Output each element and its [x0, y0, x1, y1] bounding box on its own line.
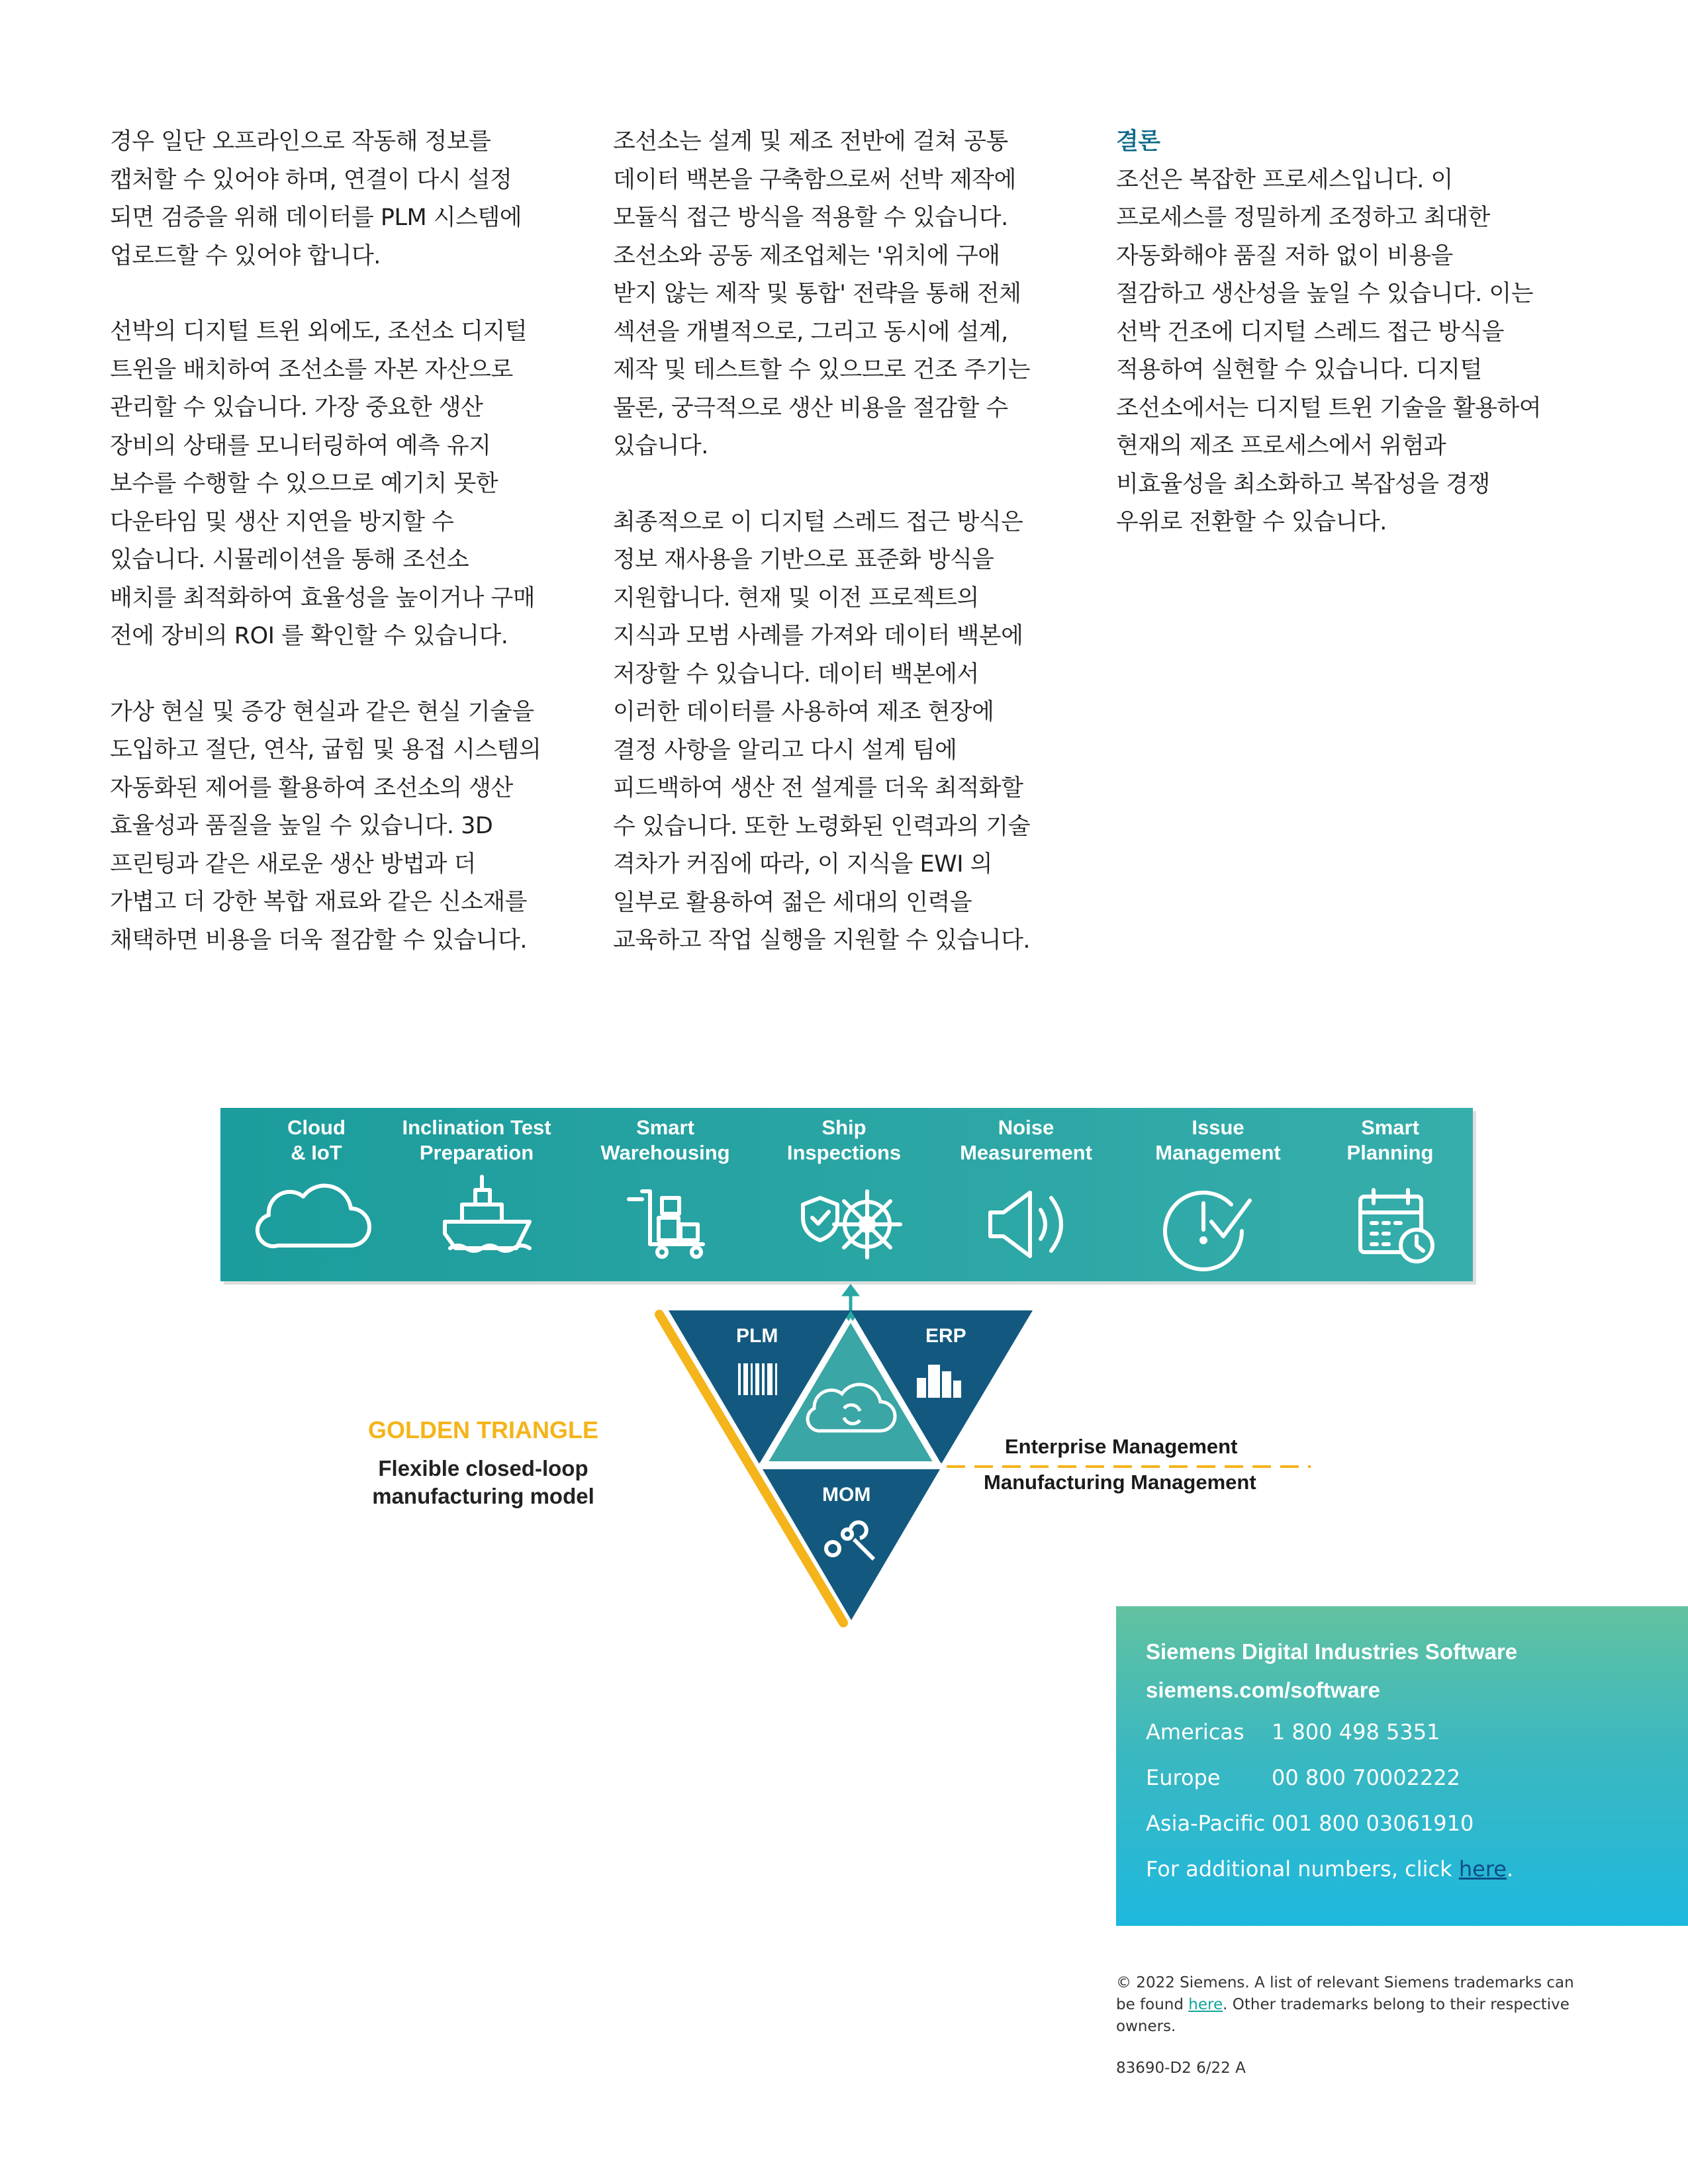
- additional-numbers-text: For additional numbers, click: [1146, 1856, 1459, 1882]
- mom-label: MOM: [822, 1484, 871, 1506]
- banner-label-inspections: Ship Inspections: [786, 1116, 902, 1164]
- col1-paragraph-2: 선박의 디지털 트윈 외에도, 조선소 디지털 트윈을 배치하여 조선소를 자본 자산으로 관리할 수 있습니다. 가장 중요한 생산 장비의 상태를 모니터링하여 예측 유지 보수를 수행할 수 있으므로 예기치 못한 다운타임 및 생산 지연을 방지할 수 있습니다. 시뮬레이션을 통해 조선소 배치를 최적화하여 효율성을 높이거나 구매 전에 장비의 ROI 를 확인할 수 있습니다.: [110, 318, 536, 649]
- copyright-notice: [1116, 1972, 1593, 2038]
- golden-triangle-diagram: [199, 1092, 1489, 1655]
- text-column-3: [1116, 123, 1593, 580]
- banner-label-noise: Noise Measurement: [960, 1116, 1092, 1164]
- enterprise-management-label: Enterprise Management: [1005, 1435, 1238, 1458]
- phone-number: 001 800 03061910: [1272, 1811, 1474, 1836]
- contact-box: [1116, 1606, 1688, 1926]
- barcode-icon: [738, 1363, 777, 1395]
- col3-paragraph-1: 조선은 복잡한 프로세스입니다. 이 프로세스를 정밀하게 조정하고 최대한 자동화해야 품질 저하 없이 비용을 절감하고 생산성을 높일 수 있습니다. 이는 선박 건조에 디지털 스레드 접근 방식을 적용하여 실현할 수 있습니다. 디지털 조선소에서는 디지털 트윈 기술을 활용하여 현재의 제조 프로세스에서 위험과 비효율성을 최소화하고 복잡성을 경쟁 우위로 전환할 수 있습니다.: [1116, 166, 1542, 535]
- text-column-1: [110, 123, 586, 997]
- diagram-graphics: [199, 1092, 1489, 1655]
- col1-paragraph-1: 경우 일단 오프라인으로 작동해 정보를 캡처할 수 있어야 하며, 연결이 다시 설정 되면 검증을 위해 데이터를 PLM 시스템에 업로드할 수 있어야 합니다.: [110, 128, 522, 269]
- erp-label: ERP: [925, 1325, 966, 1347]
- banner-label-cloud-iot: Cloud & IoT: [287, 1116, 346, 1164]
- banner-label-warehousing: Smart Warehousing: [600, 1116, 730, 1164]
- copyright-suffix: . Other trademarks belong to their respective owners.: [1116, 1996, 1570, 2035]
- document-code: 83690-D2 6/22 A: [1116, 2060, 1246, 2077]
- region-label: Europe: [1146, 1765, 1221, 1790]
- trademarks-link[interactable]: here: [1188, 1996, 1223, 2013]
- text-column-2: [613, 123, 1090, 998]
- additional-numbers-link[interactable]: here: [1458, 1856, 1507, 1882]
- banner-label-planning: Smart Planning: [1346, 1116, 1434, 1164]
- col1-paragraph-3: 가상 현실 및 증강 현실과 같은 현실 기술을 도입하고 절단, 연삭, 굽힘 및 용접 시스템의 자동화된 제어를 활용하여 조선소의 생산 효율성과 품질을 높일 수 있습니다. 3D 프린팅과 같은 새로운 생산 방법과 더 가볍고 더 강한 복합 재료와 같은 신소재를 채택하면 비용을 더욱 절감할 수 있습니다.: [110, 698, 541, 954]
- company-url[interactable]: siemens.com/software: [1146, 1678, 1380, 1702]
- contact-row-americas: [1146, 1709, 1658, 1755]
- contact-row-europe: [1146, 1755, 1658, 1801]
- golden-triangle-title: GOLDEN TRIANGLE: [368, 1416, 598, 1443]
- manufacturing-management-label: Manufacturing Management: [984, 1471, 1256, 1494]
- col2-paragraph-2: 최종적으로 이 디지털 스레드 접근 방식은 정보 재사용을 기반으로 표준화 방식을 지원합니다. 현재 및 이전 프로젝트의 지식과 모범 사례를 가져와 데이터 백본에 저장할 수 있습니다. 데이터 백본에서 이러한 데이터를 사용하여 제조 현장에 결정 사항을 알리고 다시 설계 팀에 피드백하여 생산 전 설계를 더욱 최적화할 수 있습니다. 또한 노령화된 인력과의 기술 격차가 커짐에 따라, 이 지식을 EWI 의 일부로 활용하여 젊은 세대의 인력을 교육하고 작업 실행을 지원할 수 있습니다.: [613, 508, 1031, 954]
- phone-number: 00 800 70002222: [1272, 1765, 1461, 1790]
- plm-label: PLM: [736, 1325, 778, 1347]
- company-name: Siemens Digital Industries Software: [1146, 1639, 1518, 1664]
- phone-number: 1 800 498 5351: [1272, 1719, 1440, 1745]
- contact-row-asia-pacific: [1146, 1801, 1658, 1846]
- banner-label-issue: Issue Management: [1155, 1116, 1281, 1164]
- additional-numbers-suffix: .: [1506, 1856, 1514, 1882]
- copyright-text: © 2022 Siemens. A list of relevant Siemens trademarks can be found: [1116, 1974, 1574, 2013]
- col2-paragraph-1: 조선소는 설계 및 제조 전반에 걸쳐 공통 데이터 백본을 구축함으로써 선박 제작에 모듈식 접근 방식을 적용할 수 있습니다. 조선소와 공동 제조업체는 '위치에 구애 받지 않는 제작 및 통합' 전략을 통해 전체 섹션을 개별적으로, 그리고 동시에 설계, 제작 및 테스트할 수 있으므로 건조 주기는 물론, 궁극적으로 생산 비용을 절감할 수 있습니다.: [613, 128, 1031, 459]
- region-label: Americas: [1146, 1719, 1244, 1745]
- conclusion-heading: 결론: [1116, 128, 1160, 155]
- banner-label-inclination: Inclination Test Preparation: [402, 1116, 551, 1164]
- region-label: Asia-Pacific: [1146, 1811, 1266, 1836]
- additional-numbers: [1146, 1846, 1658, 1892]
- golden-triangle-subtitle: Flexible closed-loop manufacturing model: [372, 1456, 594, 1508]
- footer: [1116, 1972, 1593, 2079]
